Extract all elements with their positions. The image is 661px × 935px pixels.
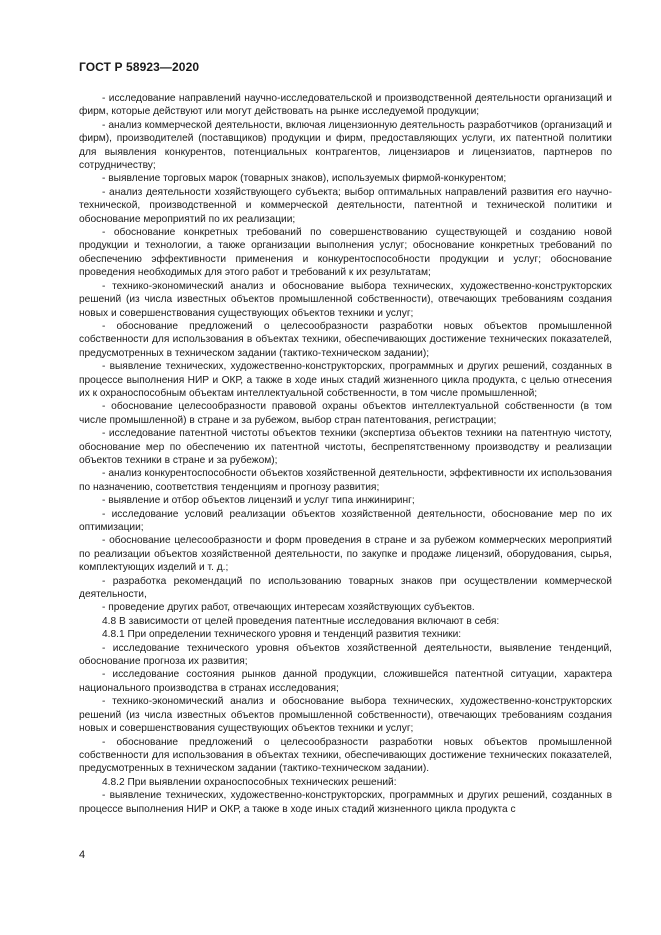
subsection-heading: 4.8.1 При определении технического уровня и тенденций развития техники: bbox=[102, 629, 462, 641]
page-number: 4 bbox=[79, 849, 86, 861]
paragraph: - анализ коммерческой деятельности, включая лицензионную деятельность разработчиков (организаций и фирм), производителей (поставщиков) продукции и фирм, предоставляющих услуги, их патентной политики для выявления конкурентов, потенциальных контрагентов, лицензиаров и лицензиатов, партнеров по сотрудничеству; bbox=[79, 119, 612, 172]
paragraph: - обоснование предложений о целесообразности разработки новых объектов промышленной собственности для использования в объектах техники, обеспечивающих достижение технических показателей, предусмотренных в техническом задании (тактико-техническом задании); bbox=[79, 320, 612, 359]
subsection-heading: 4.8.2 При выявлении охраноспособных технических решений: bbox=[102, 776, 397, 788]
paragraph: - обоснование целесообразности правовой охраны объектов интеллектуальной собственности (в том числе промышленной) в стране и за рубежом, выбор стран патентования, регистрации; bbox=[79, 401, 612, 426]
paragraph: - выявление технических, художественно-конструкторских, программных и других решений, созданных в процессе выполнения НИР и ОКР, а также в ходе иных стадий жизненного цикла продукта с bbox=[79, 790, 612, 815]
paragraph: - исследование технического уровня объектов хозяйственной деятельности, выявление тенденций, обоснование прогноза их развития; bbox=[79, 642, 612, 668]
paragraph: - выявление и отбор объектов лицензий и услуг типа инжиниринг; bbox=[102, 495, 415, 507]
paragraph: - обоснование предложений о целесообразности разработки новых объектов промышленной собственности для использования в объектах техники, обеспечивающих достижение технических показателей, предусмотренных в техническом задании (тактико-техническом задании). bbox=[79, 736, 612, 775]
paragraph: - технико-экономический анализ и обоснование выбора технических, художественно-конструкторских решений (из числа известных объектов промышленной собственности), отвечающих требованиям создания новых и совершенствования существующих объектов техники и услуг; bbox=[79, 280, 612, 319]
paragraph: - исследование условий реализации объектов хозяйственной деятельности, обоснование мер по их оптимизации; bbox=[79, 508, 612, 533]
paragraph: - обоснование конкретных требований по совершенствованию существующей и созданию новой продукции и технологии, а также организации выполнения услуг; обоснование конкретных требований по обеспечению эффективности применения и конкурентоспособности продукции и услуг; обоснование проведения необходимых для этого работ и требований к их результатам; bbox=[79, 227, 612, 279]
paragraph: - анализ конкурентоспособности объектов хозяйственной деятельности, эффективности их использования по назначению, соответствия тенденциям и прогнозу развития; bbox=[79, 468, 612, 493]
paragraph: - анализ деятельности хозяйствующего субъекта; выбор оптимальных направлений развития его научно-технической, производственной и коммерческой деятельности, патентной и технической политики и обоснование мероприятий по их реализации; bbox=[79, 186, 612, 225]
paragraph: - выявление торговых марок (товарных знаков), используемых фирмой-конкурентом; bbox=[102, 173, 507, 185]
section-heading: 4.8 В зависимости от целей проведения патентные исследования включают в себя: bbox=[102, 615, 500, 627]
paragraph: - разработка рекомендаций по использованию товарных знаков при осуществлении коммерческой деятельности, bbox=[79, 575, 612, 601]
paragraph: - исследование состояния рынков данной продукции, сложившейся патентной ситуации, характера национального производства в странах исследования; bbox=[79, 669, 612, 694]
paragraph: - исследование патентной чистоты объектов техники (экспертиза объектов техники на патентную чистоту, обоснование мер по обеспечению их патентной чистоты, беспрепятственному производству и реализации объектов техники в стране и за рубежом); bbox=[79, 428, 612, 466]
paragraph: - исследование направлений научно-исследовательской и производственной деятельности организаций и фирм, которые действуют или могут действовать на рынке исследуемой продукции; bbox=[79, 93, 612, 118]
paragraph: - технико-экономический анализ и обоснование выбора технических, художественно-конструкторских решений (из числа известных объектов промышленной собственности), отвечающих требованиям создания новых и совершенствования существующих объектов техники и услуг; bbox=[79, 696, 612, 735]
paragraph: - проведение других работ, отвечающих интересам хозяйствующих субъектов. bbox=[102, 602, 475, 614]
paragraph: - обоснование целесообразности и форм проведения в стране и за рубежом коммерческих мероприятий по реализации объектов хозяйственной деятельности, по закупке и продаже лицензий, оборудования, сырья, комплектующих изделий и т. д.; bbox=[79, 535, 612, 574]
document-header: ГОСТ Р 58923—2020 bbox=[79, 60, 200, 74]
paragraph: - выявление технических, художественно-конструкторских, программных и других решений, созданных в процессе выполнения НИР и ОКР, а также в ходе иных стадий жизненного цикла продукта, с целью отнесения их к охраноспособным объектам интеллектуальной собственности, в том числе промышленной; bbox=[79, 361, 612, 399]
body-text bbox=[79, 92, 612, 816]
